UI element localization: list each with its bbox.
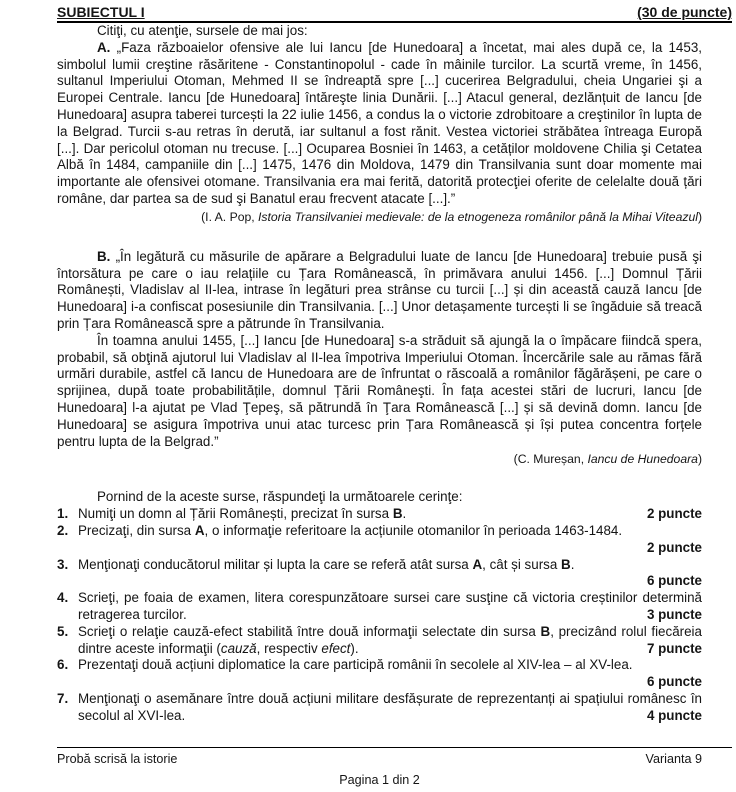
question-5-number: 5. bbox=[57, 623, 69, 639]
question-3-text: Menţionaţi conducătorul militar și lupta la care se referă atât sursa A, cât și sursa B. bbox=[78, 556, 575, 572]
question-2-points: 2 puncte bbox=[646, 539, 702, 555]
source-a-attribution-author: (I. A. Pop, bbox=[201, 209, 259, 224]
question-1 bbox=[57, 506, 702, 523]
source-b-label: B. bbox=[97, 248, 111, 264]
question-6-text: Prezentaţi două acțiuni diplomatice la care participă românii în secolele al XIV-lea – al XV-lea. bbox=[78, 657, 633, 673]
question-7-points: 4 puncte bbox=[641, 708, 702, 725]
question-5 bbox=[57, 624, 702, 658]
spacer bbox=[57, 724, 702, 747]
question-2-text: Precizaţi, din sursa A, o informaţie referitoare la acțiunile otomanilor în perioada 1463-1484. bbox=[78, 522, 623, 538]
prompt-line: Pornind de la aceste surse, răspundeţi la următoarele cerinţe: bbox=[97, 489, 463, 505]
document-body bbox=[57, 23, 702, 506]
question-4-text: Scrieţi, pe foaia de examen, litera corespunzătoare sursei care susţine că victoria creștinilor determină retragerea turcilor. bbox=[78, 590, 702, 622]
footer bbox=[57, 748, 702, 767]
source-b-attribution-close: ) bbox=[697, 452, 702, 467]
question-1-text: Numiţi un domn al Țării Românești, precizat în sursa B. bbox=[78, 506, 407, 522]
source-b-paragraph-1 bbox=[57, 249, 702, 333]
question-7-text: Menţionaţi o asemănare între două acțiuni militare desfășurate de reprezentanți ai spațiului românesc în secolul al XVI-lea. bbox=[78, 690, 702, 723]
question-1-points: 2 puncte bbox=[641, 506, 702, 523]
question-6-points: 6 puncte bbox=[646, 674, 702, 690]
question-3-points: 6 puncte bbox=[646, 573, 702, 589]
source-a-attribution bbox=[57, 209, 702, 225]
section-header bbox=[57, 4, 732, 23]
question-4 bbox=[57, 590, 702, 624]
source-b-text-1: „În legătură cu măsurile de apărare a Belgradului luate de Iancu [de Hunedoara] trebuie pusă şi întorsătura pe care o iau relațiile cu Țara Românească, în primăvara anului 1456. [...] Domnul Țării Românești, Vladislav al II-lea, intrase în legături prea strânse cu turcii [...] și din această cauză Iancu [de Hunedoara] i-a confiscat posesiunile din Transilvania. [...] Unor detașamente turcești li se îngăduie să treacă prin Țara Românească spre a pătrunde în Transilvania. bbox=[57, 248, 702, 331]
question-3-number: 3. bbox=[57, 556, 69, 572]
source-a-label: A. bbox=[97, 39, 111, 55]
source-a-paragraph bbox=[57, 40, 702, 208]
question-5-text: Scrieţi o relaţie cauză-efect stabilită între două informaţii selectate din sursa B, precizând rolul fiecăreia dintre aceste informaţii (cauză, respectiv efect). bbox=[78, 623, 702, 656]
source-a-attribution-title: Istoria Transilvaniei medievale: de la etnogeneza românilor până la Mihai Viteazul bbox=[258, 209, 698, 224]
intro-line: Citiţi, cu atenţie, sursele de mai jos: bbox=[97, 23, 308, 38]
question-2 bbox=[57, 523, 702, 540]
footer-right: Varianta 9 bbox=[645, 752, 702, 767]
question-7 bbox=[57, 691, 702, 725]
spacer bbox=[57, 467, 702, 489]
question-6-number: 6. bbox=[57, 657, 69, 673]
spacer bbox=[57, 225, 702, 249]
source-b-attribution-title: Iancu de Hunedoara bbox=[587, 452, 698, 467]
subject-title: SUBIECTUL I bbox=[57, 4, 145, 20]
source-b-attribution-author: (C. Mureșan, bbox=[513, 452, 588, 467]
subject-points: (30 de puncte) bbox=[637, 4, 732, 20]
source-a-text: „Faza războaielor ofensive ale lui Iancu [de Hunedoara] a încetat, mai ales după ce, la 1453, simbolul lumii creştine răsăritene - Constantinopolul - cade în mâinile turcilor. La scurtă vreme, în 1456, sultanul Imperiului Otoman, Mehmed II se îndreaptă spre [...] cucerirea Belgradului, cheia Ungariei şi a Europei Centrale. Iancu [de Hunedoara] întăreşte linia Dunării. [...] Atacul general, dezlănțuit de Iancu [de Hunedoara] asupra taberei turcești la 22 iulie 1456, a condus la o victorie zdrobitoare a creştinilor în lupta de la Belgrad. Turcii s-au retras în derută, iar sultanul a fost rănit. Vestea victoriei străbătea întreaga Europă [...]. Dar pericolul otoman nu trecuse. [...] Ocuparea Bosniei în 1463, a cetăților moldovene Chilia şi Cetatea Albă în 1484, campaniile din [...] 1475, 1476 din Moldova, 1479 din Transilvania sunt doar momente mai importante ale ofensivei otomane. Transilvania era mai ferită, datorită protecţiei oferite de celelalte două țări române, dar partea sa de sud şi Banatul erau frecvent atacate [...].” bbox=[57, 39, 702, 206]
question-4-number: 4. bbox=[57, 590, 69, 606]
question-1-number: 1. bbox=[57, 506, 69, 522]
question-6 bbox=[57, 657, 702, 674]
footer-left: Probă scrisă la istorie bbox=[57, 752, 178, 767]
question-5-points: 7 puncte bbox=[641, 641, 702, 658]
question-3 bbox=[57, 557, 702, 574]
question-4-points: 3 puncte bbox=[641, 607, 702, 624]
footer-page-number: Pagina 1 din 2 bbox=[339, 773, 420, 788]
question-2-number: 2. bbox=[57, 522, 69, 538]
source-b-attribution bbox=[57, 451, 702, 467]
question-7-number: 7. bbox=[57, 690, 69, 706]
source-b-paragraph-2: În toamna anului 1455, [...] Iancu [de Hunedoara] s-a străduit să ajungă la o împăcare fiindcă spera, probabil, să obţină ajutorul lui Vladislav al II-lea împotriva Imperiului Otoman. Încercările sale au rămas fără urmări durabile, astfel că Iancu de Hunedoara are de înfruntat o răscoală a românilor făgărășeni, pe care o sprijinea, după toate probabilitățile, domnul Țării Româneşti. În fața acestei stări de lucruri, Iancu [de Hunedoara] l-a ajutat pe Vlad Ţepeş, să pătrundă în Ţara Românească [...] și să devină domn. Iancu [de Hunedoara] se asigura împotriva unui atac turcesc prin Țara Românească și își putea concentra forțele pentru lupta de la Belgrad.” bbox=[57, 332, 702, 449]
source-a-attribution-close: ) bbox=[697, 209, 702, 224]
